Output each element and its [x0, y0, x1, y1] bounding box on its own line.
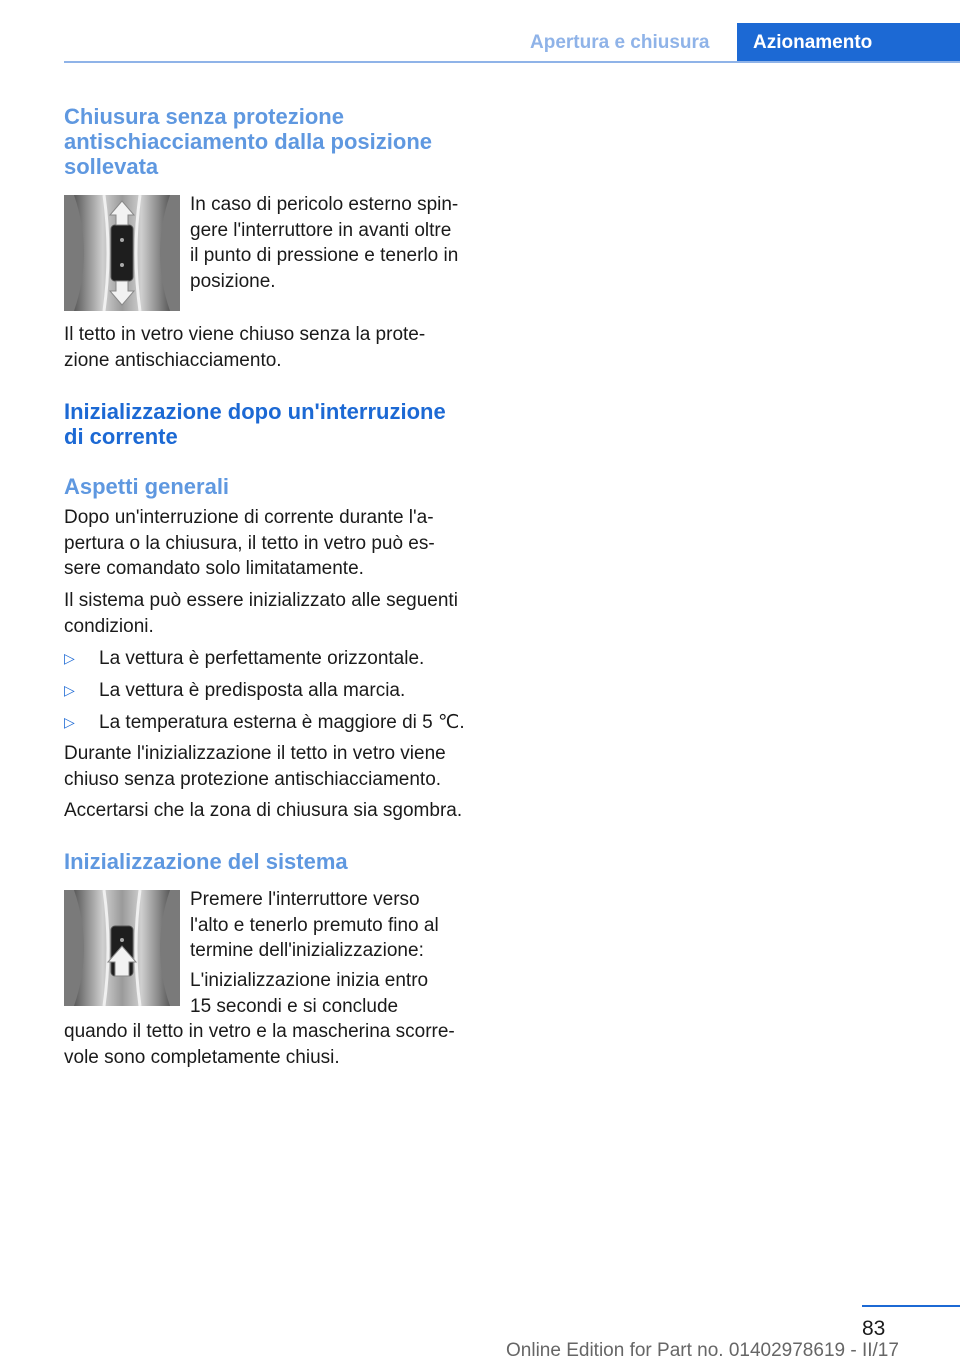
text-line: l'alto e tenerlo premuto fino al [190, 914, 439, 936]
text-line: 15 secondi e si conclude [190, 995, 399, 1017]
text-line: gere l'interruttore in avanti oltre [190, 219, 452, 241]
text-line: L'inizializzazione inizia entro [190, 970, 429, 991]
triangle-bullet-icon: ▷ [64, 650, 75, 666]
title-line: Inizializzazione dopo un'interruzione [64, 399, 446, 424]
figure-caption-text [190, 192, 480, 294]
subsection-title-general [64, 474, 478, 499]
running-header-chapter [737, 23, 960, 63]
text-line: il punto di pressione e tenerlo in [190, 245, 459, 266]
paragraph-closing-result [64, 322, 478, 373]
text-line: chiuso senza protezione antischiacciamento. [64, 768, 442, 790]
switch-illustration-forward [64, 195, 180, 311]
list-item-text: La vettura è perfettamente orizzontale. [99, 648, 425, 669]
paragraph-warning [64, 798, 484, 824]
text-line: In caso di pericolo esterno spin- [190, 194, 459, 215]
text-line: vole sono completamente chiusi. [64, 1046, 340, 1068]
paragraph-init-completion [64, 1019, 484, 1070]
title-line: di corrente [64, 424, 178, 449]
title-line: antischiacciamento dalla posizione [64, 129, 432, 154]
text-line: Il sistema può essere inizializzato alle seguenti [64, 590, 458, 611]
roof-switch-icon [64, 195, 180, 311]
text-line: pertura o la chiusura, il tetto in vetro può es- [64, 532, 435, 554]
text-line: Durante l'inizializzazione il tetto in vetro viene [64, 743, 446, 764]
text-line: sere comandato solo limitatamente. [64, 558, 364, 579]
paragraph-init-note [64, 741, 478, 792]
triangle-bullet-icon: ▷ [64, 714, 75, 730]
text-line: posizione. [190, 270, 276, 292]
text-line: Il tetto in vetro viene chiuso senza la prote- [64, 324, 426, 345]
text-line: Accertarsi che la zona di chiusura sia sgombra. [64, 800, 463, 821]
text-line: Premere l'interruttore verso [190, 889, 420, 910]
text-line: quando il tetto in vetro e la mascherina scorre- [64, 1021, 455, 1042]
header-rule [64, 61, 960, 63]
text-line: Dopo un'interruzione di corrente durante l'a- [64, 507, 434, 528]
footer-rule [862, 1305, 960, 1307]
triangle-bullet-icon: ▷ [64, 682, 75, 698]
text-line: termine dell'inizializzazione: [190, 940, 424, 961]
text-line: zione antischiacciamento. [64, 349, 282, 371]
title-line: sollevata [64, 154, 159, 179]
figure-caption-text [190, 968, 480, 1019]
subsection-title-system-init [64, 849, 478, 874]
roof-switch-icon [64, 890, 180, 1006]
title-line: Inizializzazione del sistema [64, 849, 348, 874]
section-title-closing-no-protection [64, 104, 478, 179]
switch-illustration-up [64, 890, 180, 1006]
paragraph-general-1 [64, 505, 478, 582]
edition-note: Online Edition for Part no. 01402978619 - II/17 [506, 1340, 899, 1361]
list-item-text: La vettura è predisposta alla marcia. [99, 680, 406, 701]
paragraph-general-2 [64, 588, 478, 639]
section-title-init-after-power-loss [64, 399, 478, 449]
chapter-label: Azionamento [753, 32, 873, 53]
figure-caption-text [190, 887, 480, 964]
page-number: 83 [862, 1317, 886, 1340]
title-line: Chiusura senza protezione [64, 104, 344, 129]
list-item-text: La temperatura esterna è maggiore di 5 ℃. [99, 712, 465, 733]
running-header-section: Apertura e chiusura [530, 32, 710, 53]
text-line: condizioni. [64, 615, 154, 637]
title-line: Aspetti generali [64, 474, 230, 499]
